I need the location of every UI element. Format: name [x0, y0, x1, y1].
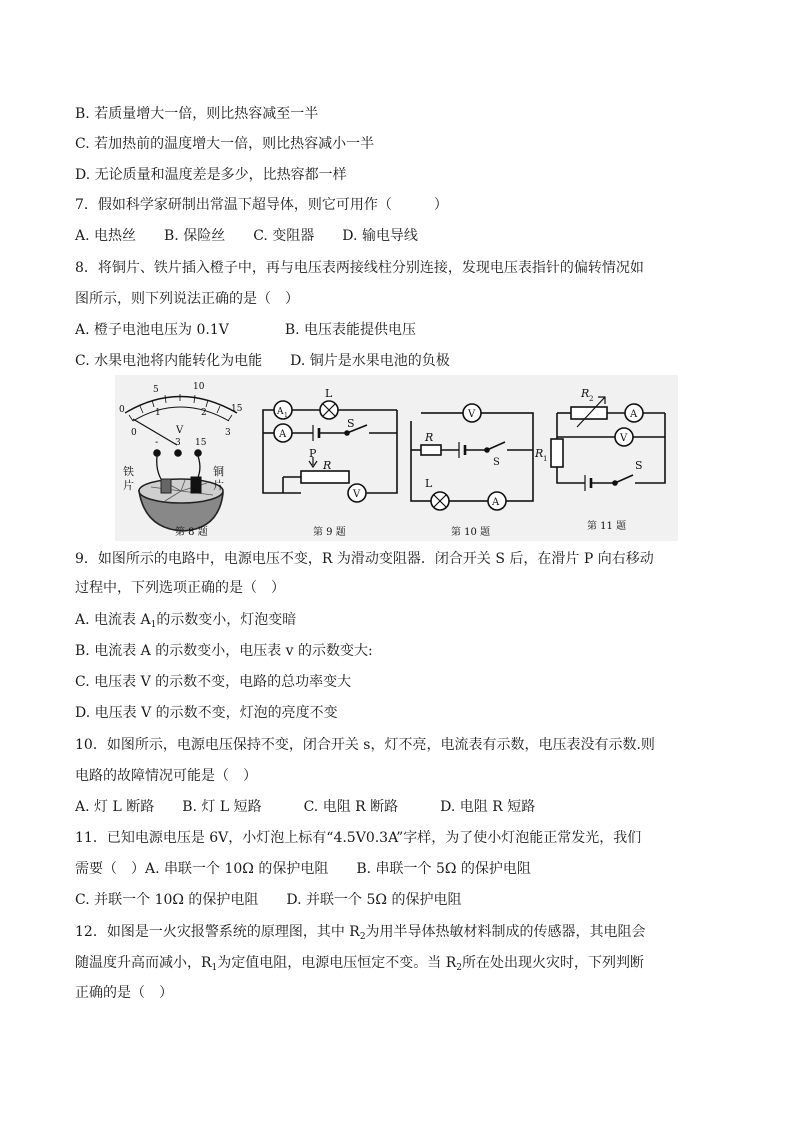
text-line: [75, 890, 461, 910]
text-line: [75, 134, 374, 154]
text-segment: 8．将铜片、铁片插入橙子中，再与电压表两接线柱分别连接，发现电压表指针的偏转情况如: [75, 260, 644, 276]
subscript: 1: [150, 620, 157, 630]
scale-label: 10: [193, 382, 205, 392]
fig11-label: R: [535, 447, 544, 460]
text-segment: 电路的故障情况可能是（ ）: [75, 768, 257, 784]
text-segment: A. 电热丝 B. 保险丝 C. 变阻器 D. 输电导线: [75, 228, 418, 244]
scale-label: 5: [153, 385, 159, 395]
copper-label: 片: [213, 479, 224, 492]
text-segment: 的示数变小，灯泡变暗: [156, 612, 297, 628]
text-segment: 11．已知电源电压是 6V，小灯泡上标有“4.5V0.3A”字样，为了使小灯泡能正常发光，我们: [75, 830, 642, 846]
fig10-circuit: [401, 404, 533, 538]
fig9-label: A: [277, 407, 284, 417]
text-segment: B. 若质量增大一倍，则比热容减至一半: [75, 106, 319, 122]
text-segment: A. 灯 L 断路 B. 灯 L 短路 C. 电阻 R 断路 D. 电阻 R 短路: [75, 799, 536, 815]
text-segment: 图所示，则下列说法正确的是（ ）: [75, 291, 299, 307]
fig9-caption: 第 9 题: [313, 527, 346, 538]
text-segment: D. 无论质量和温度差是多少，比热容都一样: [75, 167, 347, 183]
text-line: [75, 578, 285, 598]
text-line: [75, 289, 299, 309]
terminal-label: 3: [175, 438, 181, 448]
scale-label: 2: [201, 408, 207, 418]
fig11-label: A: [630, 409, 638, 420]
iron-label: 片: [123, 479, 134, 492]
text-segment: 过程中，下列选项正确的是（ ）: [75, 580, 285, 596]
text-line: [75, 104, 318, 124]
text-segment: 所在处出现火灾时，下列判断: [462, 955, 645, 971]
text-line: [75, 165, 347, 185]
fig11-circuit: [534, 387, 665, 532]
text-segment: 为用半导体热敏材料制成的传感器，其电阻会: [365, 924, 646, 940]
text-line: [75, 922, 646, 947]
text-line: [75, 953, 644, 978]
fig9-label: P: [309, 447, 317, 460]
text-line: [75, 766, 257, 786]
fig9-label: 1: [284, 412, 288, 419]
text-line: [75, 735, 655, 755]
fig11-label: V: [620, 433, 628, 444]
text-segment: 9．如图所示的电路中，电源电压不变，R 为滑动变阻器．闭合开关 S 后，在滑片 P 向右移动: [75, 551, 654, 567]
text-segment: C. 水果电池将内能转化为电能 D. 铜片是水果电池的负极: [75, 353, 450, 369]
text-line: [75, 610, 296, 635]
fig9-label: L: [325, 387, 333, 400]
fig11-caption: 第 11 题: [587, 521, 627, 532]
text-line: [75, 351, 450, 371]
text-segment: B. 电流表 A 的示数变小，电压表 v 的示数变大:: [75, 643, 373, 659]
text-line: [75, 859, 531, 879]
scale-label: 0: [119, 405, 125, 415]
fig10-label: L: [425, 477, 433, 490]
subscript: 2: [359, 932, 366, 942]
text-segment: 需要（ ）A. 串联一个 10Ω 的保护电阻 B. 串联一个 5Ω 的保护电阻: [75, 861, 531, 877]
text-line: [75, 226, 418, 246]
fig10-label: V: [468, 409, 476, 420]
fig11-label: S: [635, 459, 643, 472]
scale-label: 15: [231, 404, 243, 414]
text-line: [75, 195, 448, 215]
scale-label: 3: [225, 428, 231, 438]
text-segment: C. 若加热前的温度增大一倍，则比热容减小一半: [75, 136, 375, 152]
terminal-label: 15: [195, 438, 207, 448]
fig9-circuit: [263, 387, 397, 538]
fig11-label: R: [581, 387, 590, 400]
scale-label: 1: [155, 408, 161, 418]
text-line: [75, 983, 173, 1003]
fig9-label: R: [323, 459, 332, 472]
text-line: [75, 320, 416, 340]
terminal-label: -: [155, 437, 159, 448]
scale-label: 0: [131, 428, 137, 438]
fig8-caption: 第 8 题: [175, 527, 208, 538]
fig8-orange: [123, 464, 224, 538]
text-segment: A. 橙子电池电压为 0.1V B. 电压表能提供电压: [75, 322, 417, 338]
iron-label: 铁: [123, 465, 134, 478]
fig10-label: A: [492, 497, 500, 508]
text-line: [75, 828, 641, 848]
unit-label: V: [176, 425, 184, 436]
subscript: 1: [211, 963, 218, 973]
text-segment: 7．假如科学家研制出常温下超导体，则它可用作（ ）: [75, 197, 448, 213]
fig11-label: 1: [543, 455, 548, 463]
text-segment: D. 电压表 V 的示数不变，灯泡的亮度不变: [75, 705, 338, 721]
text-segment: 10．如图所示，电源电压保持不变，闭合开关 s，灯不亮，电流表有示数，电压表没有示数.则: [75, 737, 655, 753]
text-segment: C. 并联一个 10Ω 的保护电阻 D. 并联一个 5Ω 的保护电阻: [75, 892, 462, 908]
text-line: [75, 797, 535, 817]
text-segment: A. 电流表 A: [75, 612, 151, 628]
text-line: [75, 703, 338, 723]
fig9-label: S: [347, 417, 355, 430]
text-segment: C. 电压表 V 的示数不变，电路的总功率变大: [75, 674, 352, 690]
text-segment: 正确的是（ ）: [75, 985, 173, 1001]
figure-strip: [115, 375, 678, 541]
text-segment: 为定值电阻，电源电压恒定不变。当 R: [217, 955, 457, 971]
text-line: [75, 258, 644, 278]
subscript: 2: [456, 963, 463, 973]
fig10-label: S: [493, 457, 500, 468]
text-line: [75, 549, 654, 569]
fig9-label: V: [353, 489, 361, 500]
fig10-label: R: [425, 431, 434, 444]
text-segment: 12．如图是一火灾报警系统的原理图，其中 R: [75, 924, 360, 940]
fig8-voltmeter: [119, 382, 243, 487]
copper-label: 铜: [213, 465, 224, 478]
fig11-label: 2: [589, 395, 594, 403]
fig10-caption: 第 10 题: [451, 527, 491, 538]
text-line: [75, 641, 373, 661]
text-line: [75, 672, 351, 692]
fig9-label: A: [279, 429, 287, 440]
text-segment: 随温度升高而减小，R: [75, 955, 212, 971]
